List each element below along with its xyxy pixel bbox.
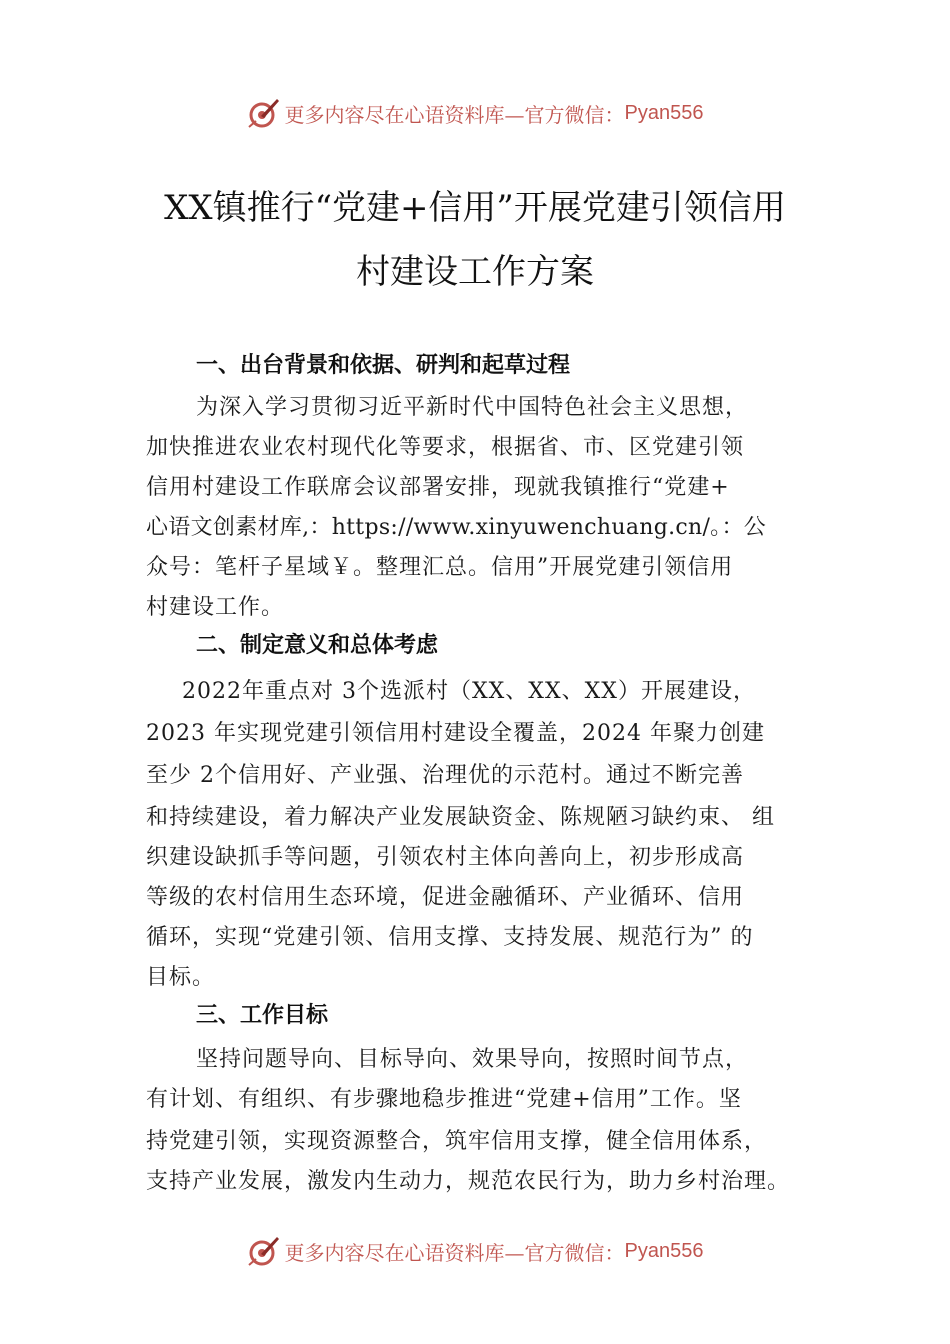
- body-line: 为深入学习贯彻习近平新时代中国特色社会主义思想，: [196, 395, 749, 420]
- body-line: 至少 2个信用好、产业强、治理优的示范村。通过不断完善: [146, 763, 744, 788]
- body-line: 加快推进农业农村现代化等要求，根据省、市、区党建引领: [146, 435, 745, 460]
- quill-logo-icon: [247, 96, 281, 130]
- body-line: 织建设缺抓手等问题，引领农村主体向善向上，初步形成高: [146, 845, 745, 870]
- watermark-brand-text: 更多内容尽在心语资料库—官方微信：: [284, 1240, 625, 1265]
- body-line: 有计划、有组织、有步骤地稳步推进“党建+信用”工作。坚: [146, 1087, 742, 1112]
- section-heading-2: 二、制定意义和总体考虑: [196, 633, 439, 658]
- body-line: 持党建引领，实现资源整合，筑牢信用支撑，健全信用体系，: [146, 1129, 768, 1154]
- watermark-wechat-id: Pyan556: [624, 1239, 704, 1262]
- body-line: 信用村建设工作联席会议部署安排，现就我镇推行“党建+: [146, 475, 730, 500]
- body-line: 2023 年实现党建引领信用村建设全覆盖，2024 年聚力创建: [146, 721, 765, 746]
- quill-logo-icon: [247, 1234, 281, 1268]
- section-heading-3: 三、工作目标: [196, 1003, 329, 1028]
- body-line: 和持续建设，着力解决产业发展缺资金、陈规陋习缺约束、 组: [146, 805, 775, 830]
- body-line: 坚持问题导向、目标导向、效果导向，按照时间节点，: [196, 1047, 749, 1072]
- body-line: 等级的农村信用生态环境，促进金融循环、产业循环、信用: [146, 885, 745, 910]
- body-line: 心语文创素材库,：https://www.xinyuwenchuang.cn/。：公: [146, 515, 767, 540]
- document-title-line-1: XX镇推行“党建+信用”开展党建引领信用: [164, 188, 786, 228]
- document-title-line-2: 村建设工作方案: [356, 252, 594, 292]
- body-line: 支持产业发展，激发内生动力，规范农民行为，助力乡村治理。: [146, 1169, 791, 1194]
- body-line: 众号：笔杆子星域￥。整理汇总。信用”开展党建引领信用: [146, 555, 734, 580]
- body-line: 目标。: [146, 965, 216, 990]
- footer-watermark: [0, 1234, 950, 1268]
- body-line: 2022年重点对 3个选派村（XX、XX、XX）开展建设，: [182, 679, 756, 704]
- section-heading-1: 一、出台背景和依据、研判和起草过程: [196, 353, 571, 378]
- watermark-wechat-id: Pyan556: [624, 101, 704, 124]
- header-watermark: [0, 96, 950, 130]
- body-line: 村建设工作。: [146, 595, 285, 620]
- watermark-brand-text: 更多内容尽在心语资料库—官方微信：: [284, 102, 625, 127]
- body-line: 循环，实现“党建引领、信用支撑、支持发展、规范行为” 的: [146, 925, 754, 950]
